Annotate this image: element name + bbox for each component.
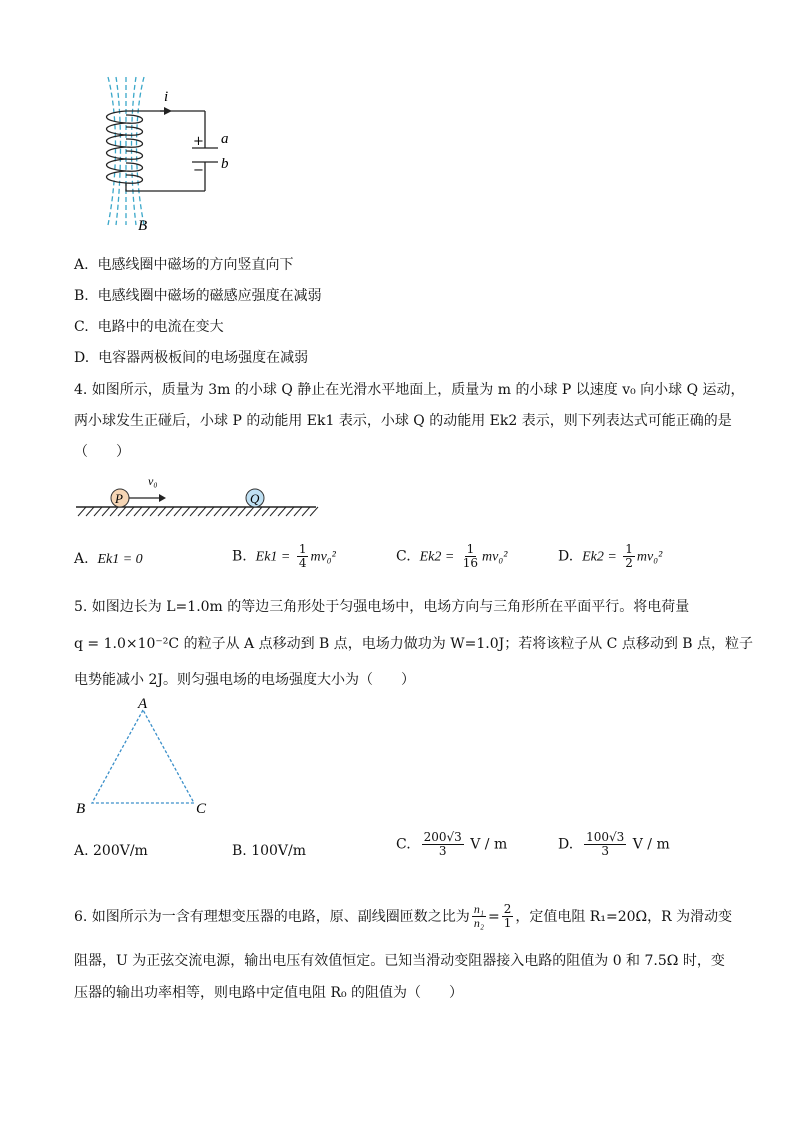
q6-stem-line2: 阻器，U 为正弦交流电源，输出电压有效值恒定。已知当滑动变阻器接入电路的阻值为 0 和 7.5Ω 时，变 [74, 953, 725, 969]
current-label: i [164, 89, 169, 105]
plus-sign: + [193, 134, 204, 149]
q5-option-d[interactable] [558, 831, 670, 858]
denominator: n₂ [473, 916, 484, 930]
fraction [584, 831, 626, 858]
q4-option-b[interactable] [232, 543, 336, 570]
option-text: 电路中的电流在变大 [97, 319, 224, 335]
option-letter: D. [74, 350, 90, 366]
vertex-b: B [76, 801, 86, 817]
q5-option-c[interactable] [396, 831, 507, 858]
velocity-label: v₀ [148, 474, 158, 488]
current-arrow [164, 107, 172, 115]
denominator: 3 [601, 844, 609, 858]
q6-stem-line1 [74, 903, 732, 930]
denominator: 3 [438, 844, 447, 858]
option-tail: mv₀² [636, 549, 663, 565]
numerator: n₁ [473, 902, 484, 916]
equals-sign: = [487, 908, 500, 925]
option-lhs: Ek1 = [255, 549, 291, 565]
minus-sign: − [193, 163, 204, 178]
option-letter: C. [396, 836, 411, 853]
denominator: 16 [462, 556, 479, 570]
q4-option-a[interactable] [74, 551, 143, 568]
ratio-lhs [472, 903, 486, 930]
lc-circuit-figure [90, 75, 250, 240]
fraction [623, 543, 635, 570]
q5-stem-line1: 5. 如图边长为 L=1.0m 的等边三角形处于匀强电场中，电场方向与三角形所在平面平行。将电荷量 [74, 599, 690, 615]
q5-stem-line2: q = 1.0×10⁻²C 的粒子从 A 点移动到 B 点，电场力做功为 W=1.0J；若将该粒子从 C 点移动到 B 点，粒子 [74, 636, 754, 652]
option-lhs: Ek2 = [419, 549, 455, 565]
fraction [461, 543, 480, 570]
denominator: 2 [625, 556, 633, 570]
ratio-rhs [502, 903, 514, 930]
numerator: 1 [298, 542, 307, 556]
numerator: 2 [503, 902, 512, 916]
inductor-coil [107, 111, 219, 191]
option-letter: B. [232, 548, 247, 565]
vertex-c: C [196, 801, 207, 817]
q4-stem-line1: 4. 如图所示，质量为 3m 的小球 Q 静止在光滑水平地面上，质量为 m 的小球 P 以速度 v₀ 向小球 Q 运动， [74, 382, 745, 398]
fraction [297, 543, 309, 570]
ground-hatching [78, 507, 318, 516]
ball-q-label: Q [250, 491, 260, 506]
plate-a-label: a [221, 131, 229, 147]
numerator: 100√3 [586, 830, 625, 844]
numerator: 200√3 [423, 830, 462, 844]
triangle-figure [72, 695, 222, 820]
option-unit: V / m [470, 836, 508, 853]
option-letter: D. [558, 836, 574, 853]
option-text: 电容器两极板间的电场强度在减弱 [98, 350, 309, 366]
denominator: 1 [503, 916, 512, 930]
plate-b-label: b [221, 156, 229, 172]
option-unit: V / m [632, 836, 670, 853]
q4-option-d[interactable] [558, 543, 662, 570]
field-label: B [138, 218, 148, 234]
option-letter: C. [74, 319, 89, 335]
q4-option-c[interactable] [396, 543, 507, 570]
numerator: 1 [466, 542, 475, 556]
option-letter: D. [558, 548, 574, 565]
option-letter: A. [74, 551, 89, 567]
option-expr: Ek1 = 0 [97, 552, 143, 567]
q3-option-c[interactable] [74, 317, 224, 337]
triangle-abc [92, 710, 194, 803]
option-tail: mv₀² [482, 549, 508, 565]
option-letter: B. [74, 288, 89, 304]
q3-option-d[interactable] [74, 348, 308, 368]
q5-option-a[interactable]: A. 200V/m [74, 843, 148, 859]
q4-stem-line3: （ ） [74, 444, 130, 460]
q3-option-a[interactable] [74, 255, 293, 275]
q3-option-b[interactable] [74, 286, 322, 306]
option-letter: C. [396, 548, 411, 565]
velocity-arrow [159, 494, 166, 502]
vertex-a: A [138, 696, 148, 712]
option-text: 电感线圈中磁场的方向竖直向下 [97, 257, 294, 273]
q4-stem-line2: 两小球发生正碰后，小球 P 的动能用 Ek1 表示，小球 Q 的动能用 Ek2 表示，则下列表达式可能正确的是 [74, 413, 732, 429]
denominator: 4 [298, 556, 307, 570]
q5-option-b[interactable]: B. 100V/m [232, 843, 307, 859]
option-letter: A. [74, 257, 89, 273]
q6-stem-line3: 压器的输出功率相等，则电路中定值电阻 R₀ 的阻值为（ ） [74, 985, 464, 1001]
ball-p-label: P [115, 491, 123, 506]
numerator: 1 [625, 542, 633, 556]
q6-text-b: ，定值电阻 R₁=20Ω，R 为滑动变 [515, 908, 733, 925]
q5-stem-line3: 电势能减小 2J。则匀强电场的电场强度大小为（ ） [74, 672, 415, 688]
fraction [422, 831, 464, 858]
option-lhs: Ek2 = [582, 549, 617, 565]
option-tail: mv₀² [310, 549, 336, 565]
q6-text-a: 6. 如图所示为一含有理想变压器的电路，原、副线圈匝数之比为 [74, 908, 470, 925]
option-text: 电感线圈中磁场的磁感应强度在减弱 [97, 288, 322, 304]
collision-figure [74, 470, 324, 520]
